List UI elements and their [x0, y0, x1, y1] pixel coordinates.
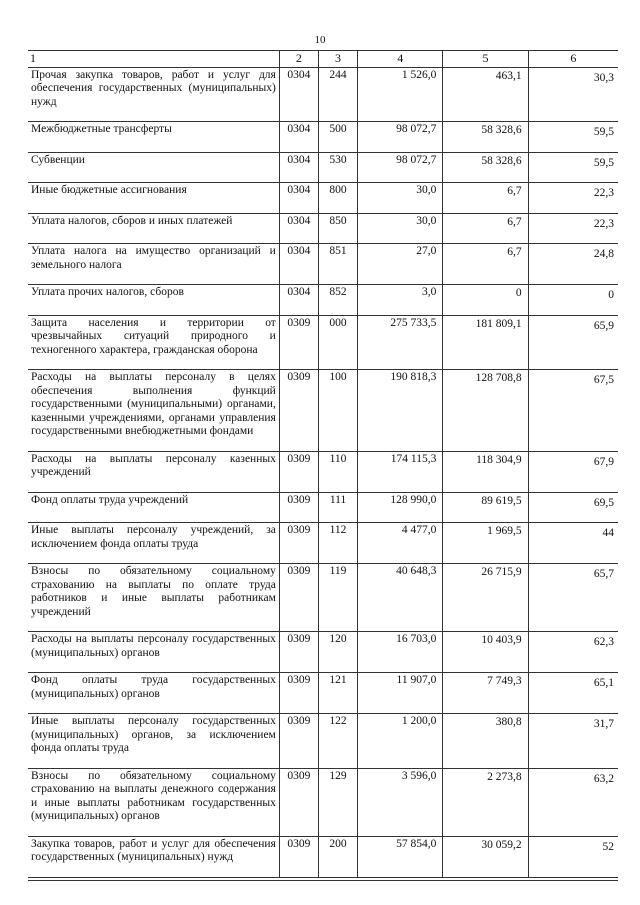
row-planned-amount: 11 907,0	[358, 673, 443, 714]
row-expense-code: 119	[318, 564, 357, 632]
row-section-code: 0309	[279, 632, 318, 673]
row-actual-amount: 30 059,2	[443, 836, 528, 877]
row-section-code: 0304	[279, 122, 318, 153]
row-percent: 69,5	[528, 492, 618, 523]
row-percent: 63,2	[528, 768, 618, 836]
row-planned-amount: 30,0	[358, 183, 443, 214]
row-section-code: 0304	[279, 213, 318, 244]
row-name: Уплата прочих налогов, сборов	[28, 285, 279, 316]
row-percent: 22,3	[528, 183, 618, 214]
row-actual-amount: 26 715,9	[443, 564, 528, 632]
row-percent: 44	[528, 523, 618, 564]
row-name: Субвенции	[28, 152, 279, 183]
row-expense-code: 500	[318, 122, 357, 153]
row-section-code: 0309	[279, 451, 318, 492]
row-expense-code: 800	[318, 183, 357, 214]
row-actual-amount: 118 304,9	[443, 451, 528, 492]
row-expense-code: 110	[318, 451, 357, 492]
row-expense-code: 850	[318, 213, 357, 244]
row-percent: 30,3	[528, 67, 618, 122]
row-percent: 62,3	[528, 632, 618, 673]
table-row	[28, 768, 618, 836]
row-percent: 22,3	[528, 213, 618, 244]
row-expense-code: 121	[318, 673, 357, 714]
row-name: Взносы по обязательному социальному страхованию на выплаты денежного содержания и иные выплаты работникам государственных (муниципальных) органов	[28, 768, 279, 836]
table-row	[28, 492, 618, 523]
row-name: Уплата налогов, сборов и иных платежей	[28, 213, 279, 244]
row-planned-amount: 98 072,7	[358, 122, 443, 153]
row-name: Расходы на выплаты персоналу государственных (муниципальных) органов	[28, 632, 279, 673]
row-percent: 31,7	[528, 714, 618, 769]
row-section-code: 0304	[279, 67, 318, 122]
header-col-3: 3	[318, 51, 357, 68]
row-planned-amount: 174 115,3	[358, 451, 443, 492]
row-name: Закупка товаров, работ и услуг для обеспечения государственных (муниципальных) нужд	[28, 836, 279, 877]
header-col-4: 4	[358, 51, 443, 68]
table-row	[28, 244, 618, 285]
row-section-code: 0304	[279, 183, 318, 214]
row-planned-amount: 4 477,0	[358, 523, 443, 564]
row-section-code: 0304	[279, 152, 318, 183]
row-expense-code: 129	[318, 768, 357, 836]
row-planned-amount: 128 990,0	[358, 492, 443, 523]
row-percent: 59,5	[528, 122, 618, 153]
row-percent: 52	[528, 836, 618, 877]
row-name: Иные выплаты персоналу учреждений, за исключением фонда оплаты труда	[28, 523, 279, 564]
row-percent: 24,8	[528, 244, 618, 285]
row-percent: 59,5	[528, 152, 618, 183]
table-row	[28, 451, 618, 492]
row-actual-amount: 128 708,8	[443, 370, 528, 452]
row-actual-amount: 6,7	[443, 213, 528, 244]
budget-table	[28, 50, 618, 878]
row-expense-code: 244	[318, 67, 357, 122]
row-section-code: 0304	[279, 285, 318, 316]
row-percent: 0	[528, 285, 618, 316]
row-actual-amount: 7 749,3	[443, 673, 528, 714]
row-planned-amount: 190 818,3	[358, 370, 443, 452]
row-percent: 67,5	[528, 370, 618, 452]
row-name: Фонд оплаты труда учреждений	[28, 492, 279, 523]
row-expense-code: 120	[318, 632, 357, 673]
table-row	[28, 122, 618, 153]
row-section-code: 0309	[279, 768, 318, 836]
table-body	[28, 67, 618, 877]
row-section-code: 0309	[279, 714, 318, 769]
row-actual-amount: 463,1	[443, 67, 528, 122]
row-planned-amount: 1 526,0	[358, 67, 443, 122]
row-actual-amount: 58 328,6	[443, 122, 528, 153]
row-name: Межбюджетные трансферты	[28, 122, 279, 153]
table-bottom-rule	[28, 880, 618, 881]
row-section-code: 0309	[279, 315, 318, 370]
row-planned-amount: 27,0	[358, 244, 443, 285]
row-actual-amount: 380,8	[443, 714, 528, 769]
row-name: Уплата налога на имущество организаций и земельного налога	[28, 244, 279, 285]
row-actual-amount: 6,7	[443, 183, 528, 214]
row-planned-amount: 98 072,7	[358, 152, 443, 183]
table-row	[28, 315, 618, 370]
row-planned-amount: 57 854,0	[358, 836, 443, 877]
table-row	[28, 285, 618, 316]
header-col-6: 6	[528, 51, 618, 68]
row-expense-code: 200	[318, 836, 357, 877]
row-section-code: 0309	[279, 523, 318, 564]
row-expense-code: 530	[318, 152, 357, 183]
row-section-code: 0309	[279, 564, 318, 632]
row-actual-amount: 89 619,5	[443, 492, 528, 523]
table-row	[28, 632, 618, 673]
row-actual-amount: 58 328,6	[443, 152, 528, 183]
row-expense-code: 111	[318, 492, 357, 523]
table-row	[28, 67, 618, 122]
row-percent: 65,9	[528, 315, 618, 370]
row-expense-code: 112	[318, 523, 357, 564]
header-col-5: 5	[443, 51, 528, 68]
row-actual-amount: 6,7	[443, 244, 528, 285]
header-col-1: 1	[28, 51, 279, 68]
table-header	[28, 51, 618, 68]
row-percent: 67,9	[528, 451, 618, 492]
table-row	[28, 523, 618, 564]
row-planned-amount: 1 200,0	[358, 714, 443, 769]
row-section-code: 0309	[279, 370, 318, 452]
row-expense-code: 851	[318, 244, 357, 285]
row-planned-amount: 275 733,5	[358, 315, 443, 370]
row-name: Прочая закупка товаров, работ и услуг для обеспечения государственных (муниципальных) нужд	[28, 67, 279, 122]
row-name: Взносы по обязательному социальному страхованию на выплаты по оплате труда работников и иные выплаты работникам учреждений	[28, 564, 279, 632]
row-section-code: 0309	[279, 836, 318, 877]
row-planned-amount: 16 703,0	[358, 632, 443, 673]
table-row	[28, 152, 618, 183]
row-percent: 65,1	[528, 673, 618, 714]
table-row	[28, 370, 618, 452]
row-section-code: 0304	[279, 244, 318, 285]
row-planned-amount: 40 648,3	[358, 564, 443, 632]
row-name: Иные выплаты персоналу государственных (муниципальных) органов, за исключением фонда оплаты труда	[28, 714, 279, 769]
row-actual-amount: 10 403,9	[443, 632, 528, 673]
row-actual-amount: 2 273,8	[443, 768, 528, 836]
row-actual-amount: 181 809,1	[443, 315, 528, 370]
row-name: Расходы на выплаты персоналу казенных учреждений	[28, 451, 279, 492]
row-section-code: 0309	[279, 673, 318, 714]
row-planned-amount: 3,0	[358, 285, 443, 316]
row-planned-amount: 3 596,0	[358, 768, 443, 836]
table-row	[28, 183, 618, 214]
row-name: Расходы на выплаты персоналу в целях обеспечения выполнения функций государственными (муниципальными) органами, казенными учреждениями, органами управления государственными внебюджетными фондами	[28, 370, 279, 452]
table-row	[28, 673, 618, 714]
row-expense-code: 000	[318, 315, 357, 370]
table-row	[28, 213, 618, 244]
row-percent: 65,7	[528, 564, 618, 632]
header-row	[28, 51, 618, 68]
row-section-code: 0309	[279, 492, 318, 523]
row-expense-code: 100	[318, 370, 357, 452]
row-actual-amount: 1 969,5	[443, 523, 528, 564]
table-row	[28, 564, 618, 632]
table-row	[28, 714, 618, 769]
row-planned-amount: 30,0	[358, 213, 443, 244]
table-row	[28, 836, 618, 877]
row-actual-amount: 0	[443, 285, 528, 316]
row-expense-code: 852	[318, 285, 357, 316]
row-expense-code: 122	[318, 714, 357, 769]
row-name: Защита населения и территории от чрезвычайных ситуаций природного и техногенного характера, гражданская оборона	[28, 315, 279, 370]
row-name: Иные бюджетные ассигнования	[28, 183, 279, 214]
row-name: Фонд оплаты труда государственных (муниципальных) органов	[28, 673, 279, 714]
header-col-2: 2	[279, 51, 318, 68]
page-number: 10	[314, 34, 326, 46]
